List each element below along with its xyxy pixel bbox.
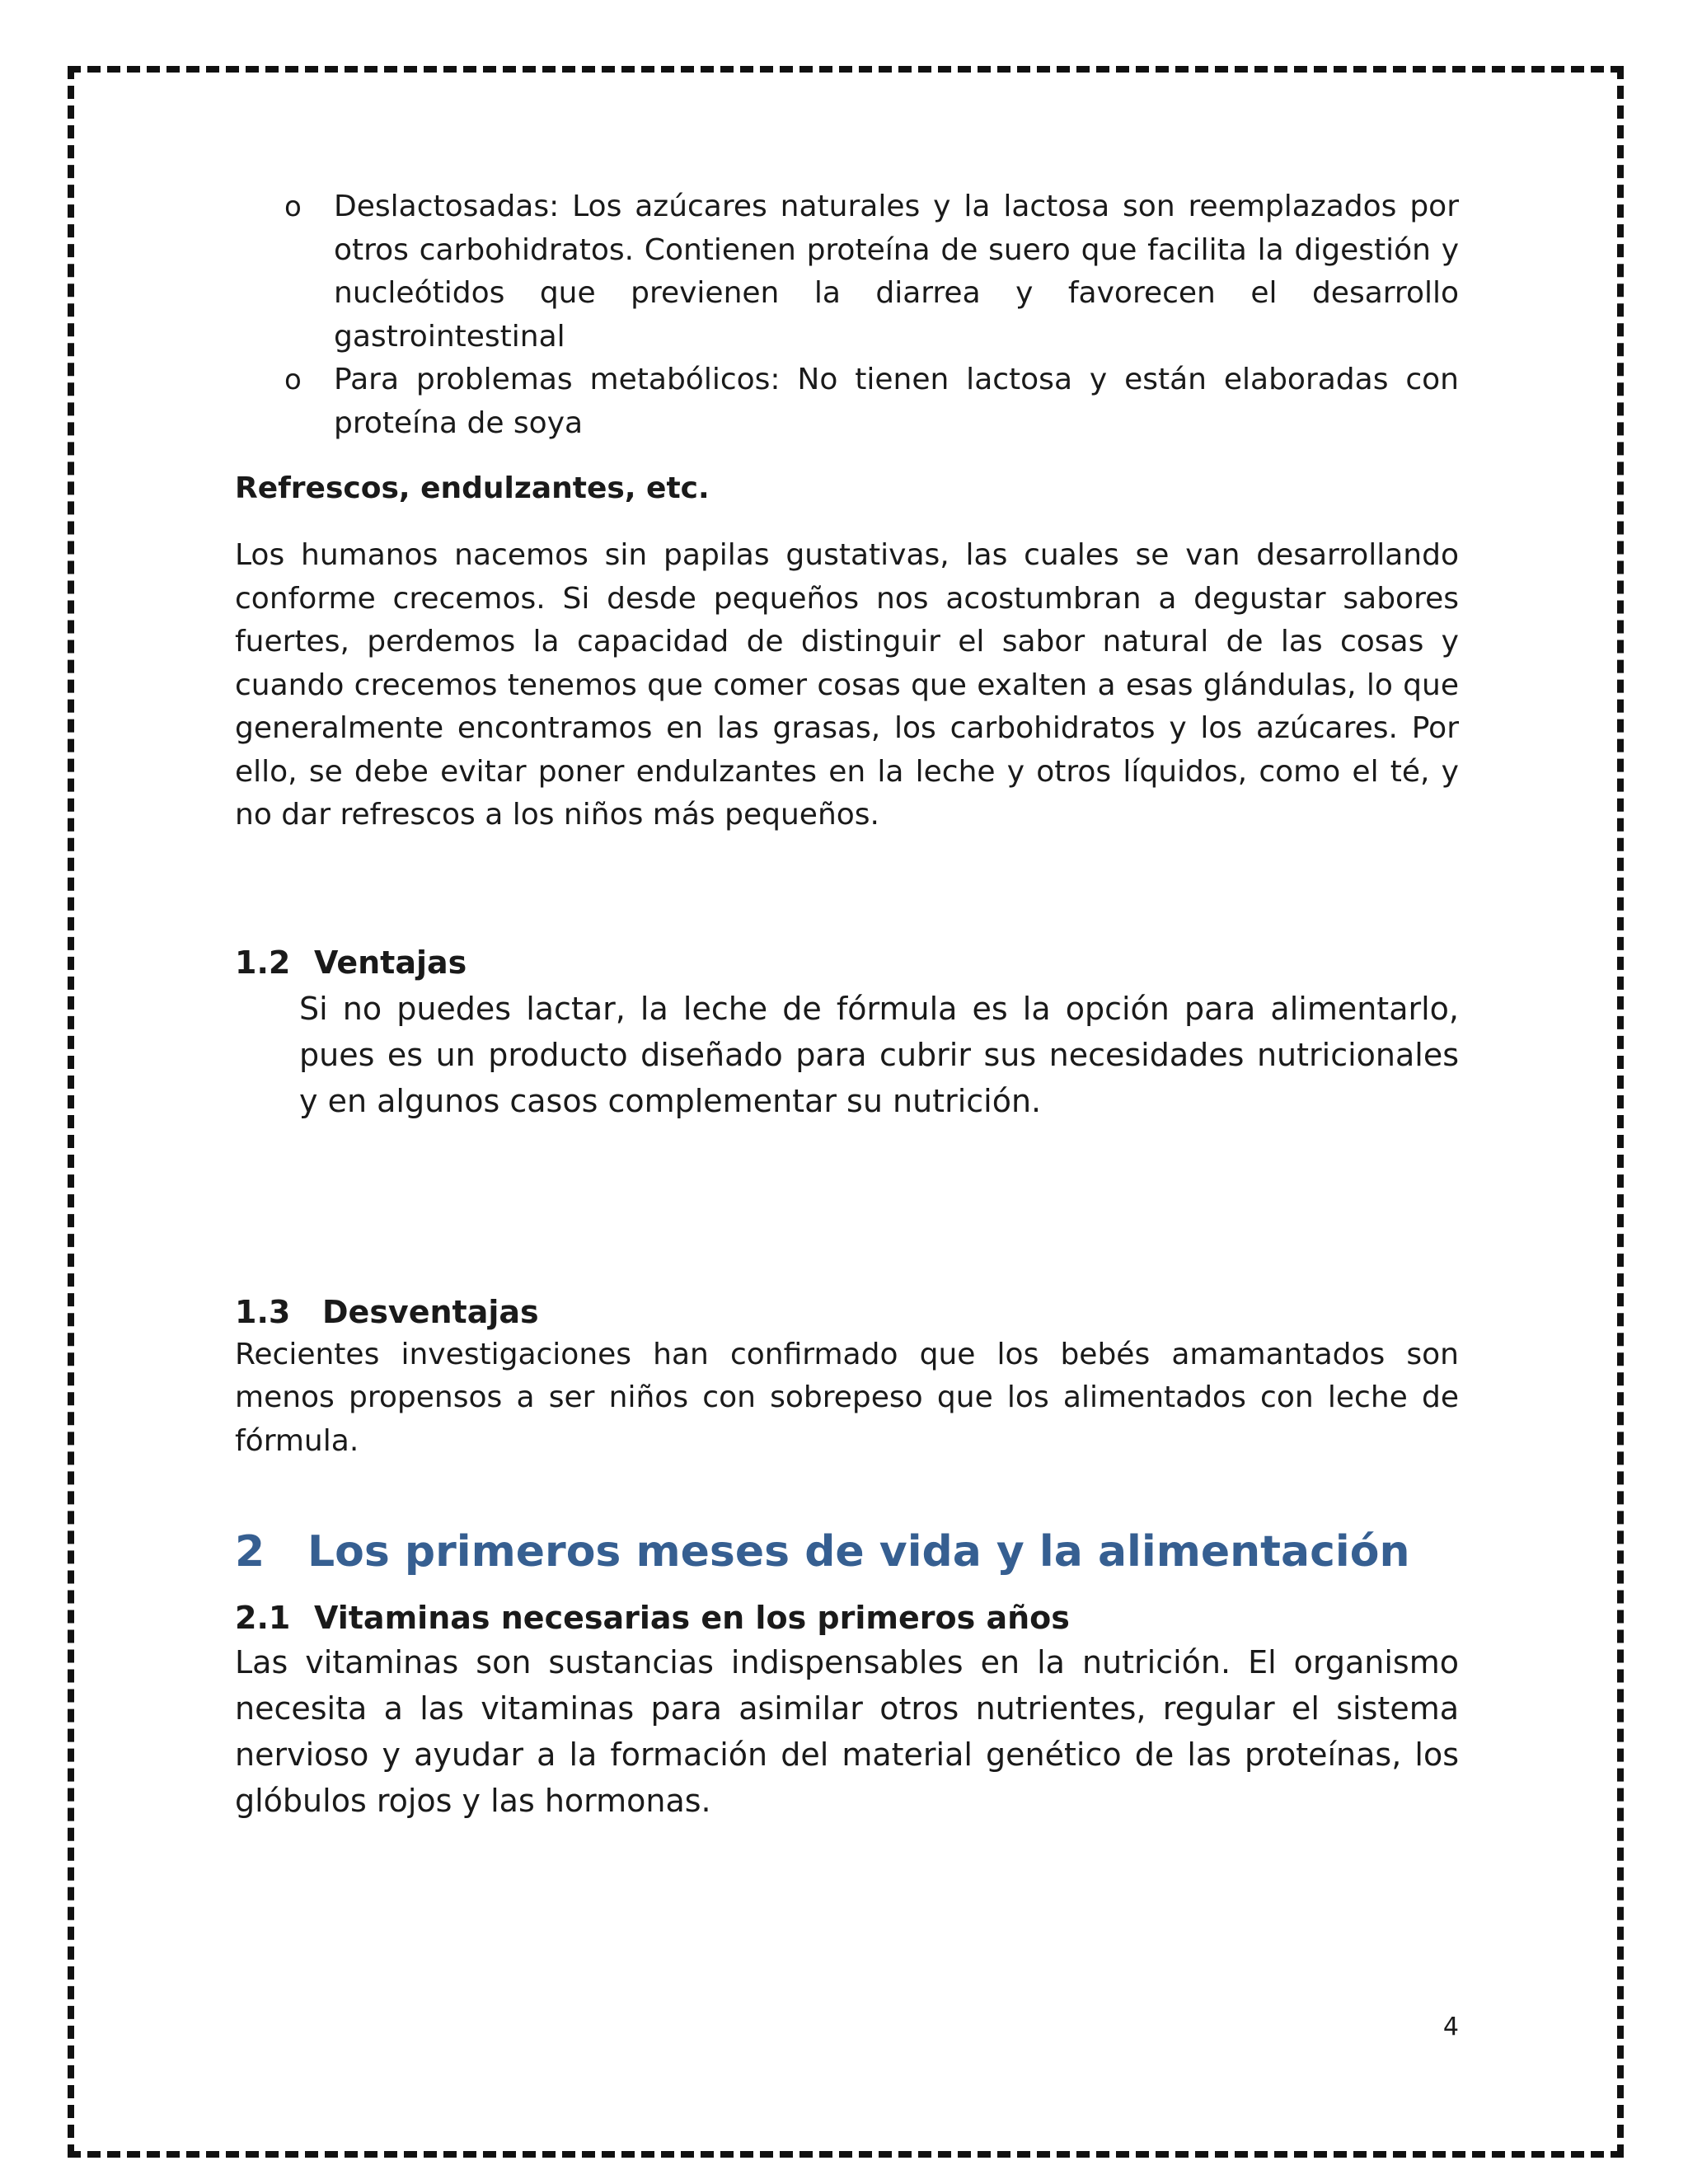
desventajas-title: Desventajas [322,1293,539,1330]
section-2-number: 2 [235,1527,265,1577]
ventajas-title: Ventajas [314,944,467,981]
bullet-text: Para problemas metabólicos: No tienen lactosa y están elaboradas con proteína de soya [334,363,1459,440]
vitaminas-title: Vitaminas necesarias en los primeros años [314,1600,1070,1636]
desventajas-paragraph: Recientes investigaciones han confirmado que los bebés amamantados son menos propensos a ser niños con sobrepeso que los alimentados con leche de fórmula. [235,1337,1459,1458]
vitaminas-paragraph: Las vitaminas son sustancias indispensables en la nutrición. El organismo necesita a las vitaminas para asimilar otros nutrientes, regular el sistema nervioso y ayudar a la formación del material genético de las proteínas, los glóbulos rojos y las hormonas. [235,1644,1459,1819]
list-item [235,185,1459,359]
ventajas-heading [235,941,1459,984]
ventajas-paragraph: Si no puedes lactar, la leche de fórmula es la opción para alimentarlo, pues es un producto diseñado para cubrir sus necesidades nutricionales y en algunos casos complementar su nutrición. [299,990,1459,1119]
section-2-heading [235,1522,1459,1582]
list-item [235,359,1459,445]
desventajas-number: 1.3 [235,1293,291,1330]
bullet-text: Deslactosadas: Los azúcares naturales y la lactosa son reemplazados por otros carbohidratos. Contienen proteína de suero que facilita la digestión y nucleótidos que previenen la diarrea y favorecen el desarrollo gastrointestinal [334,190,1459,354]
page-content [235,185,1459,1824]
refrescos-heading: Refrescos, endulzantes, etc. [235,471,710,505]
vitaminas-number: 2.1 [235,1600,291,1636]
ventajas-number: 1.2 [235,944,291,981]
section-2-title: Los primeros meses de vida y la alimentación [307,1527,1410,1577]
page-number: 4 [1442,2013,1459,2041]
desventajas-heading [235,1291,1459,1333]
vitaminas-heading [235,1596,1459,1639]
bullet-marker: o [284,363,302,396]
refrescos-paragraph: Los humanos nacemos sin papilas gustativas, las cuales se van desarrollando conforme crecemos. Si desde pequeños nos acostumbran a degustar sabores fuertes, perdemos la capacidad de distinguir el sabor natural de las cosas y cuando crecemos tenemos que comer cosas que exalten a esas glándulas, lo que generalmente encontramos en las grasas, los carbohidratos y los azúcares. Por ello, se debe evitar poner endulzantes en la leche y otros líquidos, como el té, y no dar refrescos a los niños más pequeños. [235,538,1459,832]
bullet-marker: o [284,190,302,223]
formula-type-list [235,185,1459,445]
